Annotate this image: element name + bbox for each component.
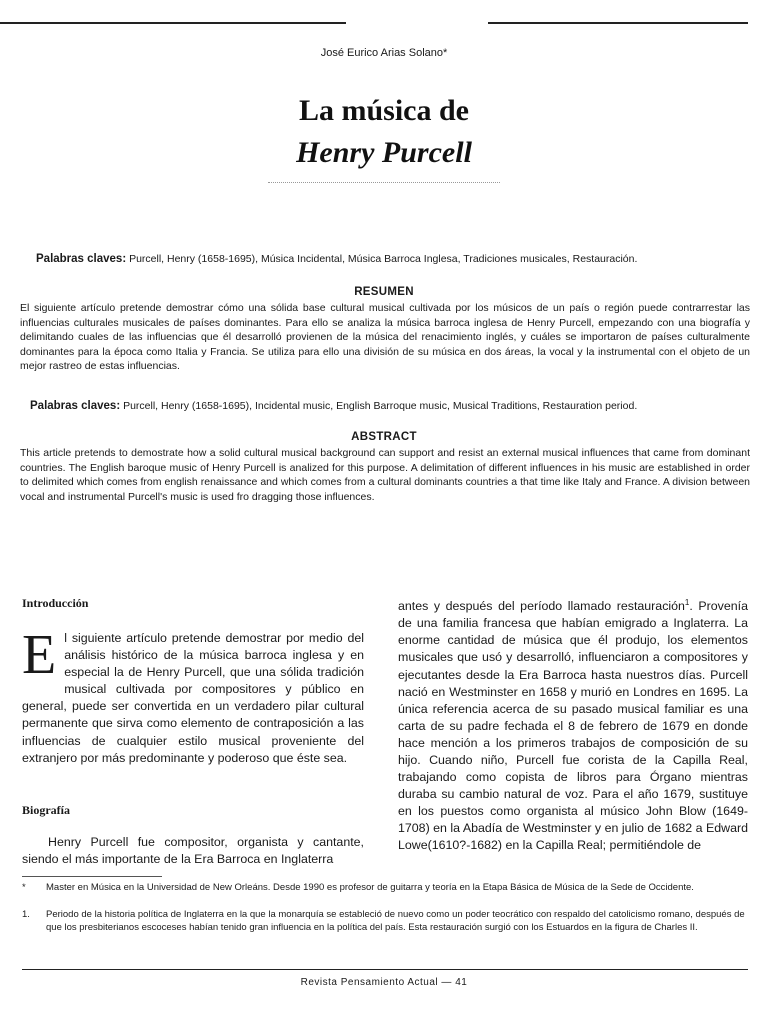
top-rule-right <box>488 22 748 24</box>
abstract-heading: ABSTRACT <box>351 431 417 443</box>
footnote-2 <box>22 909 748 934</box>
keywords-es-text: Purcell, Henry (1658-1695), Música Incidental, Música Barroca Inglesa, Tradiciones musicales, Restauración. <box>129 253 638 265</box>
top-rule-left <box>0 22 346 24</box>
abstract-text: This article pretends to demostrate how a solid cultural musical background can support and resist an external musical influences that came from dominant countries. The English baroque music of Henry Purcell is analized for this purpose. A delimitation of different influences in his music are established in order to delimited which comes from english renaissance and which comes from a cultural dominants countries a that time like Italy and France. A division between vocal and instrumental Purcell's music is used fro dragging those influences. <box>20 447 750 503</box>
dropcap: E <box>22 624 57 686</box>
bio-heading: Biografía <box>22 803 70 817</box>
resumen-text: El siguiente artículo pretende demostrar cómo una sólida base cultural musical cultivada por los músicos de un país o región puede contrarrestar las influencias culturales musicales de países dominantes. Para ello se analiza la música barroca inglesa de Henry Purcell, empezando con una biografía y delimitando cuales de las influencias que él desarrolló provienen de la música del renacimiento inglés, y cuáles se importaron de países culturalmente dominantes para la época como Italia y Francia. Se utiliza para ello una división de su música en dos áreas, la vocal y la instrumental con el objeto de un mejor rastreo de estas influencias. <box>20 302 750 373</box>
resumen-heading: RESUMEN <box>354 286 414 298</box>
bio-paragraph <box>22 834 364 868</box>
footnote-1-text: Master en Música en la Universidad de New Orleáns. Desde 1990 es profesor de guitarra y teoría en la Etapa Básica de Música de la Sede de Occidente. <box>46 882 694 893</box>
footnote-ref-1: 1 <box>684 598 690 607</box>
intro-text: l siguiente artículo pretende demostrar por medio del análisis histórico de la música barroca inglesa y en especial la de Henry Purcell, que una sólida tradición musical cultivada por compositores y público en general, puede ser convertida en un verdadero pilar cultural permanente que sirva como elemento de contraposición a las influencias de cualquier estilo musical proveniente del extranjero por más predominante y poderoso que éste sea. <box>22 631 364 765</box>
right-text-after-ref: . Provenía de una familia francesa que habían emigrado a Inglaterra. La enorme cantidad de música que él produjo, los elementos musicales que usó y desarrolló, influenciaron a compositores y ejecutantes desde la Era Barroca hasta nuestros días. Purcell nació en Westminster en 1658 y murió en Londres en 1695. La única referencia acerca de su pasado musical familiar es una carta de su padre fechada el 8 de febrero de 1679 en donde hace mención a los primeros trabajos de composición de su hijo. Cuando niño, Purcell fue corista de la Capilla Real, trabajando como copista de libros para Órgano mientras duraba su cambio natural de voz. Para el año 1679, sustituye en los puestos como organista al músico John Blow (1649-1708) en la Abadía de Westminster y en julio de 1682 a Edward Lowe(1610?-1682) en la Capilla Real; permitiéndole de <box>398 599 748 853</box>
page-footer: Revista Pensamiento Actual — 41 <box>300 977 468 988</box>
right-text-before-ref: antes y después del período llamado restauración <box>398 599 685 614</box>
bottom-rule <box>22 969 748 970</box>
title-dotted-rule <box>268 182 500 183</box>
right-column-paragraph <box>398 594 748 855</box>
intro-paragraph <box>22 624 364 767</box>
footnote-2-text: Periodo de la historia política de Inglaterra en la que la monarquía se estableció de nuevo como un poder teocrático con respaldo del catolicismo romano, después de que los presbiterianos escoceses habían tenido gran influencia en la política del país. Esta restauración surgió con los Estuardos en la figura de Charles II. <box>46 909 745 933</box>
keywords-en-label: Palabras claves: <box>30 400 121 412</box>
keywords-en <box>30 399 748 413</box>
footnote-rule <box>22 876 162 877</box>
intro-heading: Introducción <box>22 596 89 610</box>
title-line-1: La música de <box>298 94 469 127</box>
title-line-2: Henry Purcell <box>296 136 472 169</box>
footnote-2-mark: 1. <box>22 909 30 920</box>
footnote-1-mark: * <box>22 882 26 893</box>
author-line: José Eurico Arias Solano* <box>320 47 448 59</box>
footnote-1 <box>22 882 748 895</box>
keywords-en-text: Purcell, Henry (1658-1695), Incidental music, English Barroque music, Musical Traditions, Restauration period. <box>123 400 638 412</box>
bio-text: Henry Purcell fue compositor, organista y cantante, siendo el más importante de la Era Barroca en Inglaterra <box>22 835 364 867</box>
keywords-es <box>36 252 748 266</box>
keywords-es-label: Palabras claves: <box>36 253 127 265</box>
